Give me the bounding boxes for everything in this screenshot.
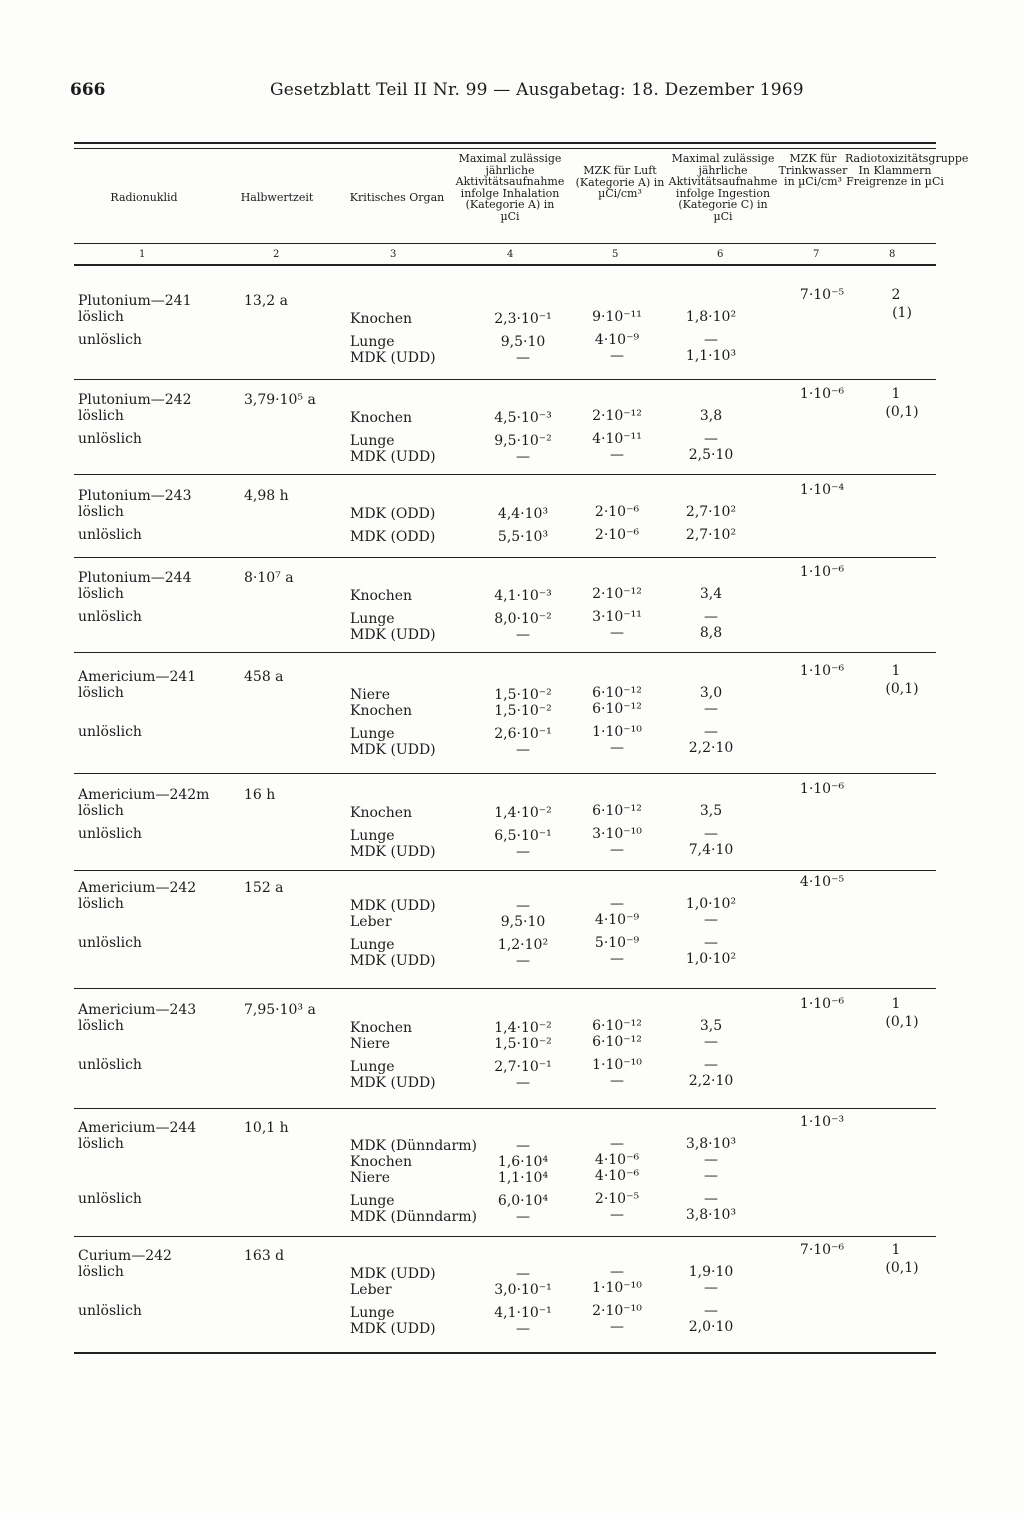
half-life: 10,1 h — [244, 1120, 289, 1136]
nuclide-name: Curium—242 — [78, 1248, 172, 1264]
ingestion-limit: — — [704, 1152, 718, 1168]
exemption-limit: (0,1) — [885, 1260, 919, 1276]
critical-organ: Knochen — [350, 1020, 413, 1036]
ingestion-limit: 1,9·10 — [688, 1264, 734, 1280]
mzk-air: 6·10⁻¹² — [592, 1034, 642, 1050]
inhalation-limit: — — [516, 1075, 530, 1091]
critical-organ: MDK (UDD) — [350, 1266, 436, 1282]
row-divider — [74, 870, 936, 871]
ingestion-limit: — — [704, 1191, 718, 1207]
ingestion-limit: 3,5 — [699, 803, 723, 819]
critical-organ: Leber — [350, 914, 392, 930]
inhalation-limit: — — [516, 844, 530, 860]
solubility-label: unlöslich — [78, 527, 142, 543]
column-number-2: 2 — [273, 249, 280, 260]
mzk-water: 1·10⁻⁶ — [799, 781, 845, 797]
mzk-air: 6·10⁻¹² — [592, 803, 642, 819]
ingestion-limit: 3,8·10³ — [685, 1207, 737, 1223]
mzk-air: 1·10⁻¹⁰ — [592, 1280, 642, 1296]
solubility-label: unlöslich — [78, 724, 142, 740]
ingestion-limit: 1,0·10² — [685, 951, 737, 967]
inhalation-limit: 9,5·10 — [500, 914, 546, 930]
mzk-water: 1·10⁻⁴ — [799, 482, 845, 498]
nuclide-name: Americium—242 — [78, 880, 197, 896]
ingestion-limit: 1,8·10² — [685, 309, 737, 325]
inhalation-limit: — — [516, 449, 530, 465]
inhalation-limit: — — [516, 742, 530, 758]
inhalation-limit: 4,4·10³ — [497, 506, 549, 522]
mzk-air: 4·10⁻¹¹ — [592, 431, 642, 447]
radiotoxicity-group: 1 — [891, 996, 901, 1012]
mzk-water: 1·10⁻⁶ — [799, 996, 845, 1012]
radiotoxicity-group: 1 — [891, 1242, 901, 1258]
half-life: 458 a — [244, 669, 284, 685]
inhalation-limit: — — [516, 350, 530, 366]
ingestion-limit: 8,8 — [699, 625, 723, 641]
inhalation-limit: 6,5·10⁻¹ — [494, 828, 552, 844]
ingestion-limit: 7,4·10 — [688, 842, 734, 858]
exemption-limit: (1) — [892, 305, 912, 321]
critical-organ: Niere — [350, 687, 390, 703]
exemption-limit: (0,1) — [885, 404, 919, 420]
critical-organ: MDK (UDD) — [350, 953, 436, 969]
ingestion-limit: 2,7·10² — [685, 504, 737, 520]
inhalation-limit: 1,2·10² — [497, 937, 549, 953]
mzk-air: 2·10⁻¹² — [592, 586, 642, 602]
half-life: 4,98 h — [244, 488, 289, 504]
mzk-air: — — [610, 740, 624, 756]
mzk-air: 5·10⁻⁹ — [594, 935, 640, 951]
inhalation-limit: 9,5·10 — [500, 334, 546, 350]
critical-organ: Lunge — [350, 334, 395, 350]
critical-organ: MDK (UDD) — [350, 844, 436, 860]
column-header-3: Kritisches Organ — [349, 191, 445, 204]
inhalation-limit: — — [516, 1266, 530, 1282]
mzk-air: 6·10⁻¹² — [592, 1018, 642, 1034]
mzk-air: — — [610, 1136, 624, 1152]
critical-organ: Lunge — [350, 433, 395, 449]
half-life: 13,2 a — [244, 293, 288, 309]
mzk-air: 1·10⁻¹⁰ — [592, 1057, 642, 1073]
mzk-air: 4·10⁻⁹ — [594, 332, 640, 348]
inhalation-limit: — — [516, 1138, 530, 1154]
critical-organ: MDK (ODD) — [350, 506, 436, 522]
column-header-5: MZK für Luft (Kategorie A) in µCi/cm³ — [575, 164, 665, 200]
inhalation-limit: 1,4·10⁻² — [494, 1020, 552, 1036]
ingestion-limit: 3,0 — [699, 685, 723, 701]
inhalation-limit: 5,5·10³ — [497, 529, 549, 545]
solubility-label: unlöslich — [78, 1303, 142, 1319]
row-divider — [74, 1108, 936, 1109]
row-divider — [74, 773, 936, 774]
column-header-6: Maximal zulässige jährliche Aktivitätsaufnahme infolge Ingestion (Kategorie C) in µCi — [668, 152, 778, 223]
inhalation-limit: 9,5·10⁻² — [494, 433, 552, 449]
critical-organ: Knochen — [350, 311, 413, 327]
row-divider — [74, 379, 936, 380]
inhalation-limit: — — [516, 627, 530, 643]
row-divider — [74, 988, 936, 989]
critical-organ: Lunge — [350, 611, 395, 627]
inhalation-limit: 3,0·10⁻¹ — [494, 1282, 552, 1298]
column-header-1: Radionuklid — [110, 191, 178, 204]
column-number-4: 4 — [507, 249, 514, 260]
row-divider — [74, 652, 936, 653]
solubility-label: löslich — [78, 685, 124, 701]
inhalation-limit: 1,6·10⁴ — [497, 1154, 549, 1170]
page-number: 666 — [70, 80, 106, 100]
header-bottom-rule — [74, 243, 936, 244]
inhalation-limit: — — [516, 953, 530, 969]
ingestion-limit: — — [704, 826, 718, 842]
inhalation-limit: 1,4·10⁻² — [494, 805, 552, 821]
mzk-water: 7·10⁻⁶ — [799, 1242, 845, 1258]
mzk-air: — — [610, 348, 624, 364]
column-number-7: 7 — [813, 249, 820, 260]
ingestion-limit: — — [704, 724, 718, 740]
mzk-air: 2·10⁻⁶ — [594, 504, 640, 520]
ingestion-limit: — — [704, 431, 718, 447]
colnum-bottom-rule — [74, 264, 936, 266]
critical-organ: MDK (UDD) — [350, 742, 436, 758]
solubility-label: löslich — [78, 1264, 124, 1280]
ingestion-limit: — — [704, 1168, 718, 1184]
ingestion-limit: — — [704, 912, 718, 928]
critical-organ: Lunge — [350, 1059, 395, 1075]
ingestion-limit: 1,0·10² — [685, 896, 737, 912]
mzk-air: — — [610, 1264, 624, 1280]
mzk-water: 1·10⁻⁶ — [799, 564, 845, 580]
inhalation-limit: — — [516, 898, 530, 914]
exemption-limit: (0,1) — [885, 1014, 919, 1030]
solubility-label: unlöslich — [78, 609, 142, 625]
critical-organ: Knochen — [350, 1154, 413, 1170]
solubility-label: löslich — [78, 896, 124, 912]
nuclide-name: Plutonium—244 — [78, 570, 192, 586]
nuclide-name: Americium—244 — [78, 1120, 197, 1136]
inhalation-limit: — — [516, 1321, 530, 1337]
radiotoxicity-group: 1 — [891, 386, 901, 402]
critical-organ: MDK (ODD) — [350, 529, 436, 545]
solubility-label: unlöslich — [78, 1191, 142, 1207]
inhalation-limit: 2,3·10⁻¹ — [494, 311, 552, 327]
critical-organ: Lunge — [350, 828, 395, 844]
critical-organ: Knochen — [350, 703, 413, 719]
page-header: Gesetzblatt Teil II Nr. 99 — Ausgabetag: 18. Dezember 1969 — [270, 80, 804, 100]
ingestion-limit: — — [704, 1280, 718, 1296]
column-header-8: Radiotoxizitätsgruppe In Klammern Freigrenze in µCi — [845, 152, 969, 188]
critical-organ: MDK (Dünndarm) — [350, 1209, 477, 1225]
ingestion-limit: 2,5·10 — [688, 447, 734, 463]
row-divider — [74, 474, 936, 475]
ingestion-limit: 1,1·10³ — [685, 348, 737, 364]
table-top-rule — [74, 142, 936, 144]
row-divider — [74, 557, 936, 558]
ingestion-limit: — — [704, 701, 718, 717]
solubility-label: unlöslich — [78, 1057, 142, 1073]
critical-organ: MDK (UDD) — [350, 449, 436, 465]
critical-organ: Lunge — [350, 1305, 395, 1321]
nuclide-name: Americium—241 — [78, 669, 197, 685]
solubility-label: löslich — [78, 586, 124, 602]
mzk-air: — — [610, 1073, 624, 1089]
inhalation-limit: 1,5·10⁻² — [494, 703, 552, 719]
critical-organ: MDK (UDD) — [350, 898, 436, 914]
row-divider — [74, 1352, 936, 1354]
column-header-2: Halbwertzeit — [240, 191, 314, 204]
critical-organ: MDK (Dünndarm) — [350, 1138, 477, 1154]
half-life: 7,95·10³ a — [244, 1002, 316, 1018]
solubility-label: unlöslich — [78, 332, 142, 348]
critical-organ: MDK (UDD) — [350, 1321, 436, 1337]
column-number-6: 6 — [717, 249, 724, 260]
column-header-4: Maximal zulässige jährliche Aktivitätsaufnahme infolge Inhalation (Kategorie A) in µCi — [455, 152, 565, 223]
inhalation-limit: 1,5·10⁻² — [494, 1036, 552, 1052]
column-number-3: 3 — [390, 249, 397, 260]
column-number-5: 5 — [612, 249, 619, 260]
mzk-air: — — [610, 447, 624, 463]
critical-organ: Lunge — [350, 1193, 395, 1209]
mzk-air: 4·10⁻⁶ — [594, 1152, 640, 1168]
mzk-water: 4·10⁻⁵ — [799, 874, 845, 890]
solubility-label: unlöslich — [78, 826, 142, 842]
solubility-label: löslich — [78, 504, 124, 520]
ingestion-limit: — — [704, 332, 718, 348]
mzk-air: 6·10⁻¹² — [592, 685, 642, 701]
ingestion-limit: — — [704, 1034, 718, 1050]
solubility-label: löslich — [78, 309, 124, 325]
critical-organ: MDK (UDD) — [350, 350, 436, 366]
critical-organ: Knochen — [350, 588, 413, 604]
inhalation-limit: 1,5·10⁻² — [494, 687, 552, 703]
ingestion-limit: 3,5 — [699, 1018, 723, 1034]
inhalation-limit: 4,5·10⁻³ — [494, 410, 552, 426]
ingestion-limit: 2,2·10 — [688, 740, 734, 756]
ingestion-limit: 2,7·10² — [685, 527, 737, 543]
inhalation-limit: 1,1·10⁴ — [497, 1170, 549, 1186]
column-number-8: 8 — [889, 249, 896, 260]
half-life: 3,79·10⁵ a — [244, 392, 316, 408]
mzk-air: — — [610, 1207, 624, 1223]
solubility-label: unlöslich — [78, 935, 142, 951]
mzk-air: 2·10⁻¹⁰ — [592, 1303, 642, 1319]
solubility-label: löslich — [78, 408, 124, 424]
half-life: 16 h — [244, 787, 276, 803]
mzk-air: 2·10⁻⁵ — [594, 1191, 640, 1207]
critical-organ: Niere — [350, 1170, 390, 1186]
ingestion-limit: — — [704, 935, 718, 951]
inhalation-limit: — — [516, 1209, 530, 1225]
half-life: 8·10⁷ a — [244, 570, 294, 586]
exemption-limit: (0,1) — [885, 681, 919, 697]
mzk-air: 6·10⁻¹² — [592, 701, 642, 717]
mzk-air: — — [610, 842, 624, 858]
solubility-label: unlöslich — [78, 431, 142, 447]
mzk-water: 1·10⁻³ — [799, 1114, 845, 1130]
mzk-air: 2·10⁻¹² — [592, 408, 642, 424]
critical-organ: Knochen — [350, 805, 413, 821]
ingestion-limit: 3,4 — [699, 586, 723, 602]
table-top-rule-thin — [74, 148, 936, 149]
critical-organ: MDK (UDD) — [350, 627, 436, 643]
ingestion-limit: 3,8·10³ — [685, 1136, 737, 1152]
radiotoxicity-group: 1 — [891, 663, 901, 679]
half-life: 152 a — [244, 880, 284, 896]
mzk-air: — — [610, 625, 624, 641]
nuclide-name: Plutonium—241 — [78, 293, 192, 309]
inhalation-limit: 2,6·10⁻¹ — [494, 726, 552, 742]
mzk-water: 1·10⁻⁶ — [799, 386, 845, 402]
critical-organ: Leber — [350, 1282, 392, 1298]
critical-organ: Lunge — [350, 726, 395, 742]
nuclide-name: Plutonium—243 — [78, 488, 192, 504]
mzk-air: — — [610, 896, 624, 912]
nuclide-name: Plutonium—242 — [78, 392, 192, 408]
ingestion-limit: — — [704, 609, 718, 625]
inhalation-limit: 8,0·10⁻² — [494, 611, 552, 627]
inhalation-limit: 4,1·10⁻¹ — [494, 1305, 552, 1321]
ingestion-limit: — — [704, 1057, 718, 1073]
critical-organ: Niere — [350, 1036, 390, 1052]
mzk-water: 7·10⁻⁵ — [799, 287, 845, 303]
ingestion-limit: 2,0·10 — [688, 1319, 734, 1335]
nuclide-name: Americium—243 — [78, 1002, 197, 1018]
ingestion-limit: 2,2·10 — [688, 1073, 734, 1089]
inhalation-limit: 2,7·10⁻¹ — [494, 1059, 552, 1075]
solubility-label: löslich — [78, 803, 124, 819]
column-header-7: MZK für Trinkwasser in µCi/cm³ — [778, 152, 848, 188]
column-number-1: 1 — [139, 249, 146, 260]
mzk-air: 3·10⁻¹⁰ — [592, 826, 642, 842]
critical-organ: MDK (UDD) — [350, 1075, 436, 1091]
mzk-air: 2·10⁻⁶ — [594, 527, 640, 543]
ingestion-limit: — — [704, 1303, 718, 1319]
mzk-air: — — [610, 1319, 624, 1335]
mzk-air: 4·10⁻⁹ — [594, 912, 640, 928]
solubility-label: löslich — [78, 1018, 124, 1034]
half-life: 163 d — [244, 1248, 285, 1264]
inhalation-limit: 6,0·10⁴ — [497, 1193, 549, 1209]
row-divider — [74, 1236, 936, 1237]
inhalation-limit: 4,1·10⁻³ — [494, 588, 552, 604]
solubility-label: löslich — [78, 1136, 124, 1152]
critical-organ: Lunge — [350, 937, 395, 953]
radiotoxicity-group: 2 — [891, 287, 901, 303]
mzk-air: 1·10⁻¹⁰ — [592, 724, 642, 740]
mzk-water: 1·10⁻⁶ — [799, 663, 845, 679]
nuclide-name: Americium—242m — [78, 787, 210, 803]
mzk-air: — — [610, 951, 624, 967]
mzk-air: 4·10⁻⁶ — [594, 1168, 640, 1184]
mzk-air: 3·10⁻¹¹ — [592, 609, 642, 625]
critical-organ: Knochen — [350, 410, 413, 426]
mzk-air: 9·10⁻¹¹ — [592, 309, 642, 325]
ingestion-limit: 3,8 — [699, 408, 723, 424]
